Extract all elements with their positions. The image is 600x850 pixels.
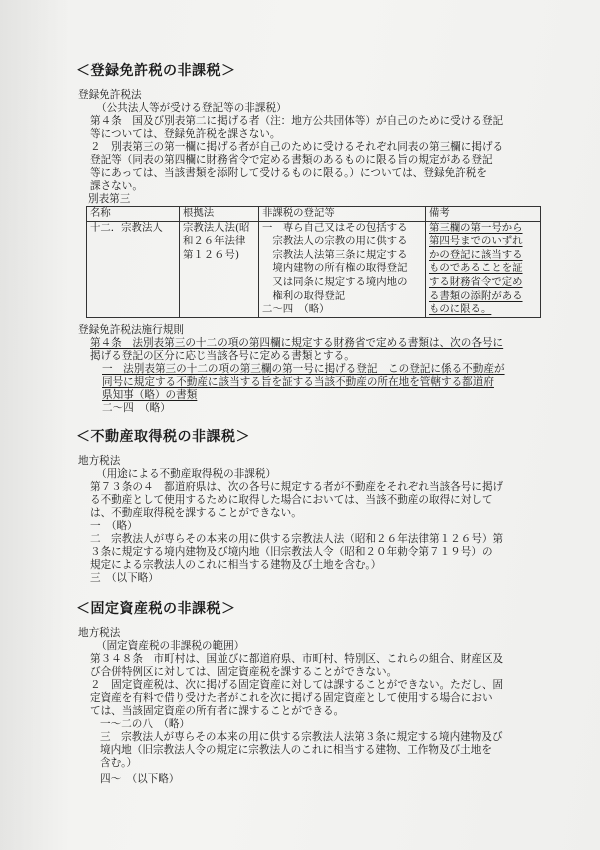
section-heading-acquisition-tax: ＜不動産取得税の非課税＞ [76, 429, 250, 445]
table-cell-registration: 一 専ら自己又はその包括する 宗教法人の宗教の用に供する 宗教法人法第三条に規定する 境内建物の所有権の取得登記 又は同条に規定する境内地の 権利の取得登記 二～四 （略） [259, 221, 426, 317]
table-cell-basis: 宗教法人法(昭 和２６年法律 第１２６号) [180, 221, 259, 317]
table-header-cell: 根拠法 [180, 207, 259, 222]
rule-text: 第４条 法別表第三の十二の項の第四欄に規定する財務省で定める書類は、次の各号に [90, 337, 504, 349]
law-name: 地方税法 [78, 627, 121, 639]
rule-item: 県知事（略）の書類 [102, 389, 198, 401]
law-name: 登録免許税法 [78, 89, 142, 101]
table-caption: 別表第三 [88, 193, 131, 205]
article-text: ２ 固定資産税は、次に掲げる固定資産に対しては課することができない。ただし、固 [90, 679, 504, 691]
article-item: ３条に規定する境内建物及び境内地（旧宗教法人令（昭和２０年勅令第７１９号）の [90, 546, 493, 558]
section-heading-property-tax: ＜固定資産税の非課税＞ [76, 601, 236, 617]
article-item: 四～ （以下略） [100, 773, 180, 785]
article-item: 一～二の八 （略） [100, 718, 191, 730]
article-text: 第７３条の４ 都道府県は、次の各号に規定する者が不動産をそれぞれ当該各号に掲げ [90, 481, 504, 493]
article-item: 三 （以下略） [90, 572, 159, 584]
article-item: 規定による宗教法人のこれに相当する建物及び土地を含む。） [90, 559, 382, 571]
article-text: 等にあっては、当該書類を添附して受けるものに限る。）については、登録免許税を [90, 167, 487, 179]
rule-text: 掲げる登記の区分に応じ当該各号に定める書類とする。 [90, 350, 355, 362]
table-header-cell: 備考 [426, 207, 541, 222]
article-subtitle: （公共法人等が受ける登記等の非課税） [96, 102, 287, 114]
article-text: ては、当該固定資産の所有者に課することができる。 [90, 705, 345, 717]
article-text: 第４条 国及び別表第二に掲げる者（注：地方公共団体等）が自己のために受ける登記 [90, 115, 504, 127]
table-cell-name: 十二．宗教法人 [87, 221, 180, 317]
article-text: 第３４８条 市町村は、国並びに都道府県、市町村、特別区、これらの組合、財産区及 [90, 653, 504, 665]
article-item: 境内地（旧宗教法人令の規定に宗教法人のこれに相当する建物、工作物及び土地を [100, 744, 492, 756]
article-subtitle: （用途による不動産取得税の非課税） [96, 468, 277, 480]
article-text: ２ 別表第三の第一欄に掲げる者が自己のために受けるそれぞれ同表の第三欄に掲げる [90, 141, 504, 153]
law-name: 地方税法 [78, 455, 121, 467]
article-item: 含む。） [100, 757, 138, 769]
rule-title: 登録免許税法施行規則 [78, 324, 184, 336]
table-row [87, 221, 541, 317]
article-text: 等については、登録免許税を課さない。 [90, 128, 281, 140]
table-header-cell: 非課税の登記等 [259, 207, 426, 222]
article-text: は、不動産取得税を課することができない。 [90, 507, 302, 519]
section-heading-registration-tax: ＜登録免許税の非課税＞ [76, 63, 236, 79]
article-text: 課さない。 [90, 180, 143, 192]
page-shadow [0, 0, 70, 850]
rule-item: 二～四 （略） [102, 402, 171, 414]
article-item: 三 宗教法人が専らその本来の用に供する宗教法人法第３条に規定する境内建物及び [100, 731, 503, 743]
rule-item: 一 法別表第三の十二の項の第三欄の第一号に掲げる登記 この登記に係る不動産が [102, 363, 505, 375]
article-subtitle: （固定資産税の非課税の範囲） [96, 640, 245, 652]
table-cell-note: 第三欄の第一号から 第四号までのいずれ かの登記に該当する ものであることを証 する財務省令で定め る書類の添附がある ものに限る。 [426, 221, 541, 317]
exemption-table [86, 206, 541, 318]
article-text: る不動産として使用するために取得した場合においては、当該不動産の取得に対して [90, 494, 493, 506]
article-text: 登記等（同表の第四欄に財務省令で定める書類のあるものに限る旨の規定がある登記 [90, 154, 493, 166]
article-text: び合併特例区に対しては、固定資産税を課することができない。 [90, 666, 398, 678]
article-text: 定資産を有料で借り受けた者がこれを次に掲げる固定資産として使用する場合におい [90, 692, 493, 704]
article-item: 一 （略） [90, 520, 138, 532]
table-header-cell: 名称 [87, 207, 180, 222]
rule-item: 同号に規定する不動産に該当する旨を証する当該不動産の所在地を管轄する都道府 [102, 376, 494, 388]
article-item: 二 宗教法人が専らその本来の用に供する宗教法人法（昭和２６年法律第１２６号）第 [90, 533, 504, 545]
table-header-row [87, 207, 541, 222]
